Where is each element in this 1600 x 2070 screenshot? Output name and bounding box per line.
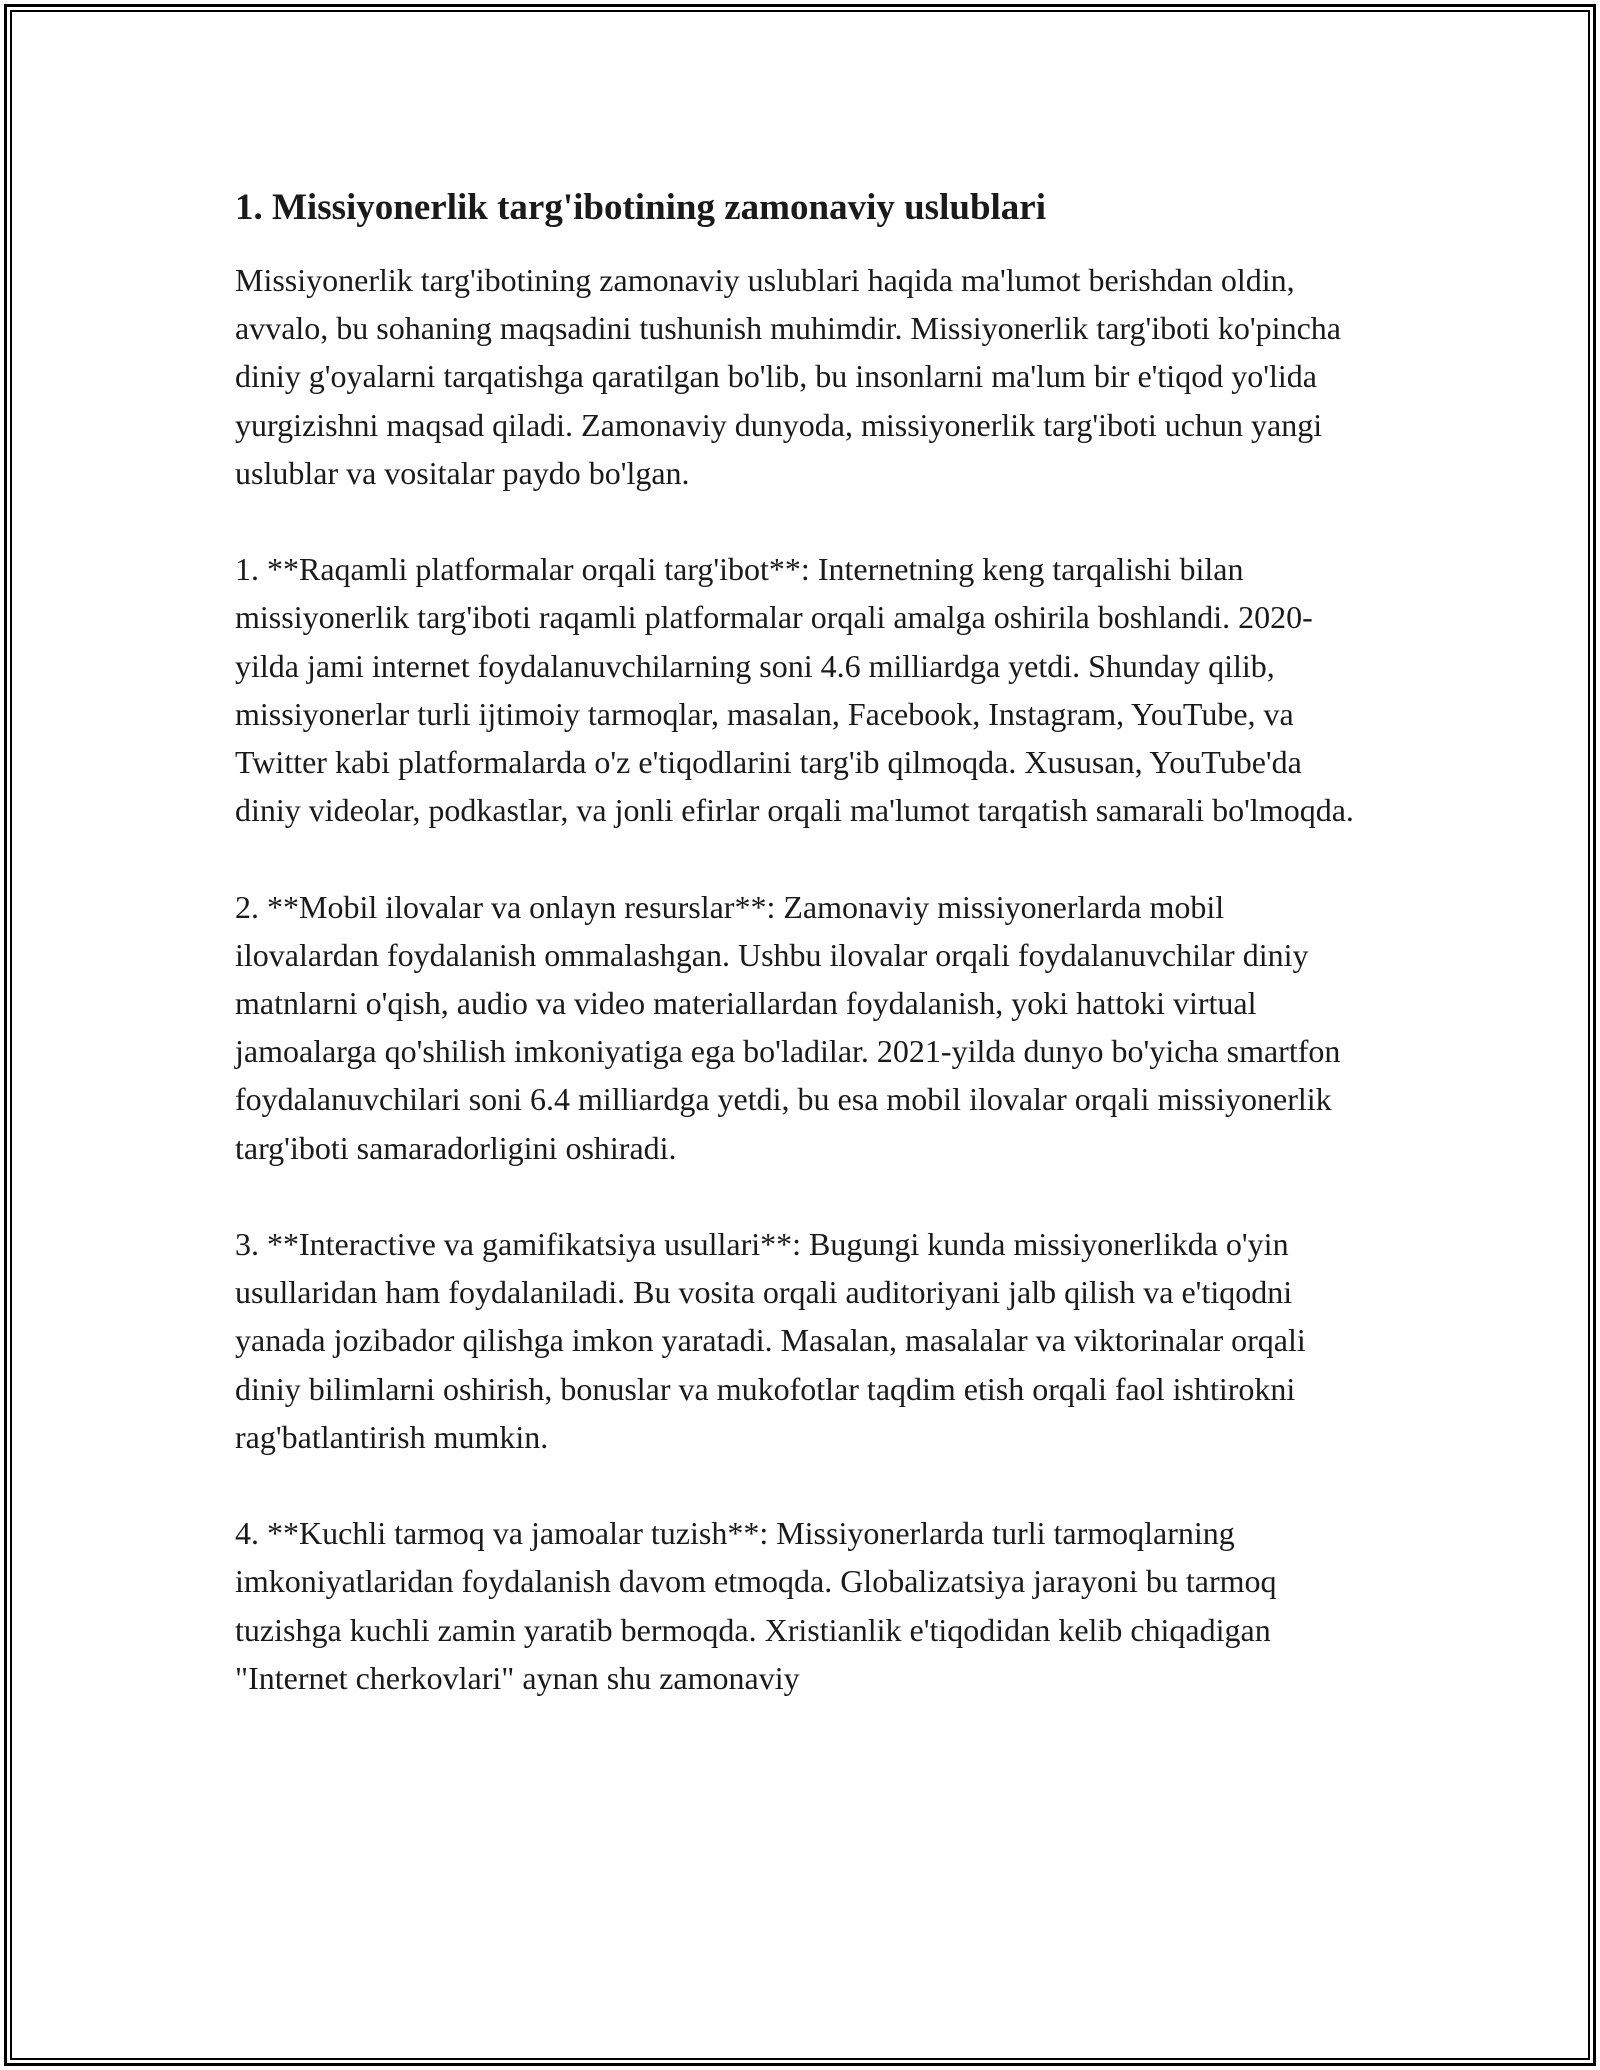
paragraph-mobile-apps: 2. **Mobil ilovalar va onlayn resurslar**: Zamonaviy missiyonerlarda mobil ilovalardan foydalanish ommalashgan. Ushbu ilovalar orqali foydalanuvchilar diniy matnlarni o'qish, audio va video materiallardan foydalanish, yoki hattoki virtual jamoalarga qo'shilish imkoniyatiga ega bo'ladilar. 2021-yilda dunyo bo'yicha smartfon foydalanuvchilari soni 6.4 milliardga yetdi, bu esa mobil ilovalar orqali missiyonerlik targ'iboti samaradorligini oshiradi. [235, 888, 1341, 1166]
paragraph-gamification: 3. **Interactive va gamifikatsiya usullari**: Bugungi kunda missiyonerlikda o'yin usullaridan ham foydalaniladi. Bu vosita orqali auditoriyani jalb qilish va e'tiqodni yanada jozibador qilishga imkon yaratadi. Masalan, masalalar va viktorinalar orqali diniy bilimlarni oshirish, bonuslar va mukofotlar taqdim etish orqali faol ishtirokni rag'batlantirish mumkin. [235, 1226, 1306, 1455]
paragraph-digital-platforms: 1. **Raqamli platformalar orqali targ'ibot**: Internetning keng tarqalishi bilan missiyonerlik targ'iboti raqamli platformalar orqali amalga oshirila boshlandi. 2020-yilda jami internet foydalanuvchilarning soni 4.6 milliardga yetdi. Shunday qilib, missiyonerlar turli ijtimoiy tarmoqlar, masalan, Facebook, Instagram, YouTube, va Twitter kabi platformalarda o'z e'tiqodlarini targ'ib qilmoqda. Xususan, YouTube'da diniy videolar, podkastlar, va jonli efirlar orqali ma'lumot tarqatish samarali bo'lmoqda. [235, 551, 1354, 829]
section-heading: 1. Missiyonerlik targ'ibotining zamonaviy uslublari [235, 187, 1047, 228]
intro-paragraph: Missiyonerlik targ'ibotining zamonaviy uslublari haqida ma'lumot berishdan oldin, avvalo, bu sohaning maqsadini tushunish muhimdir. Missiyonerlik targ'iboti ko'pincha diniy g'oyalarni tarqatishga qaratilgan bo'lib, bu insonlarni ma'lum bir e'tiqod yo'lida yurgizishni maqsad qiladi. Zamonaviy dunyoda, missiyonerlik targ'iboti uchun yangi uslublar va vositalar paydo bo'lgan. [235, 262, 1341, 491]
paragraph-networks: 4. **Kuchli tarmoq va jamoalar tuzish**: Missiyonerlarda turli tarmoqlarning imkoniyatlaridan foydalanish davom etmoqda. Globalizatsiya jarayoni bu tarmoq tuzishga kuchli zamin yaratib bermoqda. Xristianlik e'tiqodidan kelib chiqadigan "Internet cherkovlari" aynan shu zamonaviy [235, 1515, 1277, 1696]
document-body [235, 186, 1375, 1750]
